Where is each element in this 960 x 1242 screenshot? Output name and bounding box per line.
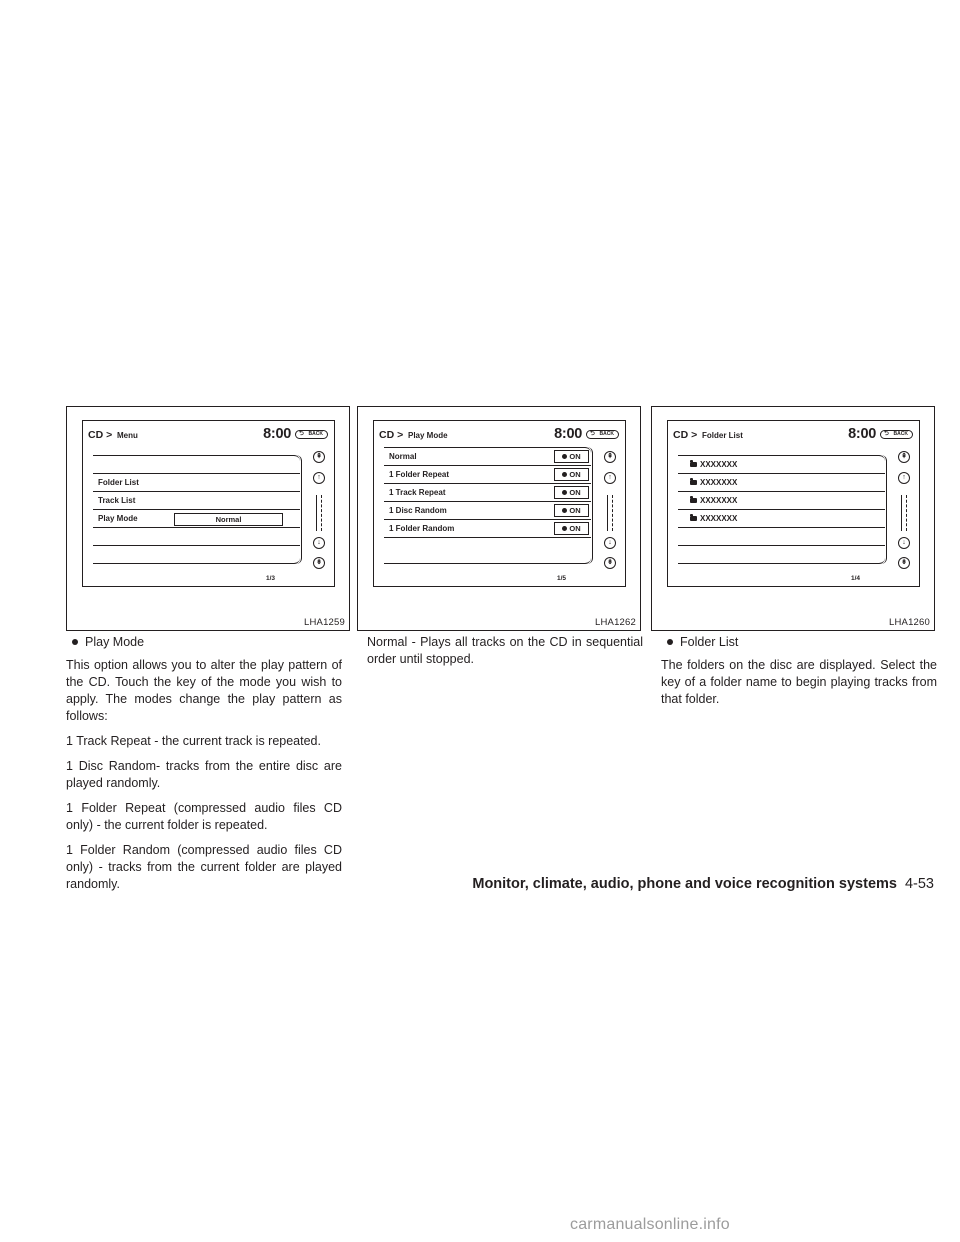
- screen: [373, 420, 626, 587]
- scroll-down-icon[interactable]: ↓: [898, 537, 910, 549]
- screen-header: [673, 425, 913, 445]
- bullet-heading: [66, 634, 342, 651]
- on-label: ON: [569, 470, 581, 479]
- back-arrow-icon: ⮌: [884, 431, 889, 437]
- dot-icon: [562, 508, 567, 513]
- row-label: Track List: [98, 496, 136, 505]
- bullet-text: Play Mode: [85, 635, 145, 649]
- on-indicator: [554, 522, 589, 535]
- folder-icon: [690, 516, 697, 521]
- page-number: 4-53: [904, 876, 934, 892]
- folder-item[interactable]: [678, 510, 885, 528]
- mode-item-1-disc-random[interactable]: [384, 502, 591, 520]
- folder-item[interactable]: [678, 456, 885, 474]
- row-label: Folder List: [98, 478, 139, 487]
- folder-icon: [690, 498, 697, 503]
- clock: 8:00: [554, 426, 582, 442]
- clock: 8:00: [263, 426, 291, 442]
- on-label: ON: [569, 452, 581, 461]
- bullet-heading: [661, 634, 937, 651]
- paragraph: 1 Folder Random (compressed audio files CD only) - tracks from the current folder are played randomly.: [66, 843, 342, 891]
- back-arrow-icon: ⮌: [299, 431, 304, 437]
- screen-title: Folder List: [702, 431, 743, 440]
- on-indicator: [554, 504, 589, 517]
- on-label: ON: [569, 506, 581, 515]
- paragraph: This option allows you to alter the play pattern of the CD. Touch the key of the mode you wish to apply. The modes change the play pattern as follows:: [66, 658, 342, 723]
- play-mode-value: Normal: [174, 513, 283, 526]
- dot-icon: [562, 472, 567, 477]
- screen-title: Menu: [117, 431, 138, 440]
- back-label: BACK: [308, 431, 323, 437]
- figure-id: LHA1260: [888, 617, 930, 628]
- folder-list: [678, 455, 885, 564]
- list-item: [93, 456, 300, 474]
- list-item: [93, 528, 300, 546]
- paragraph: 1 Disc Random- tracks from the entire disc are played randomly.: [66, 759, 342, 790]
- page-indicator: 1/3: [266, 575, 276, 582]
- scroll-down-icon[interactable]: ↓: [604, 537, 616, 549]
- screen-header: [88, 425, 328, 445]
- mode-item-1-folder-random[interactable]: [384, 520, 591, 538]
- scroll-bottom-icon[interactable]: ⇟: [898, 557, 910, 569]
- menu-list: [93, 455, 300, 564]
- figure-menu: [66, 406, 350, 631]
- play-mode-list: [384, 447, 591, 564]
- source-label: CD >: [379, 429, 404, 441]
- list-item: [93, 546, 300, 564]
- on-indicator: [554, 468, 589, 481]
- bullet-icon: [667, 639, 673, 645]
- bullet-text: Folder List: [680, 635, 739, 649]
- scrollbar[interactable]: [901, 495, 907, 531]
- menu-item-play-mode[interactable]: [93, 510, 300, 528]
- scroll-controls: [604, 451, 620, 571]
- row-label: 1 Folder Random: [389, 524, 455, 533]
- back-button[interactable]: [880, 430, 913, 439]
- scroll-up-icon[interactable]: ↑: [898, 472, 910, 484]
- folder-name: XXXXXXX: [700, 514, 738, 523]
- folder-icon: [690, 462, 697, 467]
- figure-play-mode: [357, 406, 641, 631]
- source-label: CD >: [673, 429, 698, 441]
- paragraph: The folders on the disc are displayed. Select the key of a folder name to begin playing tracks from that folder.: [661, 658, 937, 706]
- scroll-controls: [313, 451, 329, 571]
- scroll-top-icon[interactable]: ⇞: [898, 451, 910, 463]
- list-item: [678, 546, 885, 564]
- text-column-3: [661, 634, 937, 716]
- scroll-down-icon[interactable]: ↓: [313, 537, 325, 549]
- page-indicator: 1/4: [851, 575, 861, 582]
- folder-name: XXXXXXX: [700, 460, 738, 469]
- back-label: BACK: [599, 431, 614, 437]
- bullet-icon: [72, 639, 78, 645]
- figure-folder-list: [651, 406, 935, 631]
- scroll-bottom-icon[interactable]: ⇟: [313, 557, 325, 569]
- on-indicator: [554, 450, 589, 463]
- back-label: BACK: [893, 431, 908, 437]
- mode-item-1-folder-repeat[interactable]: [384, 466, 591, 484]
- page-footer: [472, 876, 934, 892]
- mode-item-normal[interactable]: [384, 448, 591, 466]
- text-column-2: [367, 634, 643, 676]
- on-label: ON: [569, 524, 581, 533]
- text-column-1: [66, 634, 342, 901]
- footer-title: Monitor, climate, audio, phone and voice recognition systems: [472, 876, 897, 892]
- scroll-up-icon[interactable]: ↑: [313, 472, 325, 484]
- back-arrow-icon: ⮌: [590, 431, 595, 437]
- paragraph: 1 Track Repeat - the current track is repeated.: [66, 734, 321, 748]
- row-label: 1 Disc Random: [389, 506, 447, 515]
- dot-icon: [562, 454, 567, 459]
- scroll-controls: [898, 451, 914, 571]
- folder-item[interactable]: [678, 492, 885, 510]
- page-indicator: 1/5: [557, 575, 567, 582]
- row-label: Play Mode: [98, 514, 138, 523]
- row-label: 1 Track Repeat: [389, 488, 446, 497]
- paragraph: 1 Folder Repeat (compressed audio files CD only) - the current folder is repeated.: [66, 801, 342, 832]
- screen-title: Play Mode: [408, 431, 448, 440]
- dot-icon: [562, 490, 567, 495]
- on-label: ON: [569, 488, 581, 497]
- folder-icon: [690, 480, 697, 485]
- screen: [82, 420, 335, 587]
- row-label: 1 Folder Repeat: [389, 470, 450, 479]
- on-indicator: [554, 486, 589, 499]
- scroll-bottom-icon[interactable]: ⇟: [604, 557, 616, 569]
- back-button[interactable]: [295, 430, 328, 439]
- figure-id: LHA1259: [303, 617, 345, 628]
- folder-item[interactable]: [678, 474, 885, 492]
- watermark: carmanualsonline.info: [570, 1216, 730, 1233]
- folder-name: XXXXXXX: [700, 478, 738, 487]
- list-item: [678, 528, 885, 546]
- folder-name: XXXXXXX: [700, 496, 738, 505]
- scroll-top-icon[interactable]: ⇞: [313, 451, 325, 463]
- clock: 8:00: [848, 426, 876, 442]
- row-label: Normal: [389, 452, 417, 461]
- scrollbar[interactable]: [607, 495, 613, 531]
- scroll-top-icon[interactable]: ⇞: [604, 451, 616, 463]
- screen: [667, 420, 920, 587]
- dot-icon: [562, 526, 567, 531]
- mode-item-1-track-repeat[interactable]: [384, 484, 591, 502]
- scrollbar[interactable]: [316, 495, 322, 531]
- back-button[interactable]: [586, 430, 619, 439]
- menu-item-track-list[interactable]: [93, 492, 300, 510]
- paragraph: Normal - Plays all tracks on the CD in sequential order until stopped.: [367, 635, 643, 666]
- list-item: [384, 538, 591, 556]
- scroll-up-icon[interactable]: ↑: [604, 472, 616, 484]
- menu-item-folder-list[interactable]: [93, 474, 300, 492]
- screen-header: [379, 425, 619, 445]
- figure-id: LHA1262: [594, 617, 636, 628]
- source-label: CD >: [88, 429, 113, 441]
